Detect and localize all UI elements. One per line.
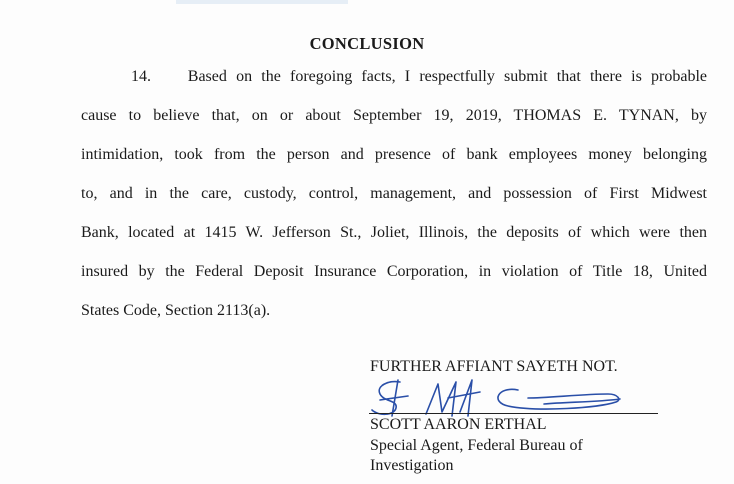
signer-name: SCOTT AARON ERTHAL — [370, 416, 547, 433]
signature-line — [369, 413, 658, 414]
top-edge-strip — [176, 0, 348, 4]
affiant-statement: FURTHER AFFIANT SAYETH NOT. — [370, 358, 618, 375]
signer-title-line-2: Investigation — [370, 457, 454, 474]
paragraph-line-5: Bank, located at 1415 W. Jefferson St., Joliet, Illinois, the deposits of which were then — [81, 224, 707, 241]
paragraph-line-3: intimidation, took from the person and presence of bank employees money belonging — [81, 146, 707, 163]
paragraph-line-2: cause to believe that, on or about September 19, 2019, THOMAS E. TYNAN, by — [81, 107, 707, 124]
section-heading: CONCLUSION — [309, 34, 425, 53]
paragraph-line-4: to, and in the care, custody, control, management, and possession of First Midwest — [81, 185, 707, 202]
paragraph-line-6: insured by the Federal Deposit Insurance Corporation, in violation of Title 18, United — [81, 263, 707, 280]
handwritten-signature — [368, 372, 628, 422]
paragraph-line-7: States Code, Section 2113(a). — [81, 302, 271, 319]
paragraph-line-1: 14. Based on the foregoing facts, I respectfully submit that there is probable — [131, 68, 707, 85]
signer-title-line-1: Special Agent, Federal Bureau of — [370, 437, 583, 454]
